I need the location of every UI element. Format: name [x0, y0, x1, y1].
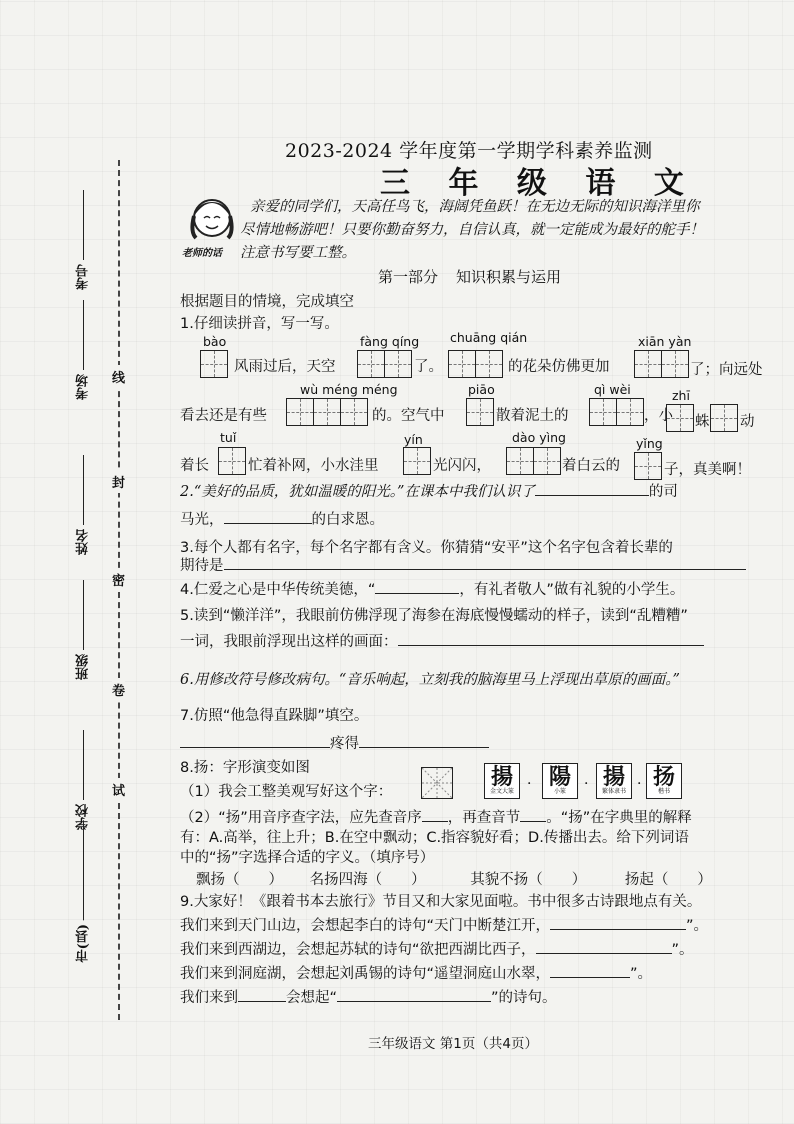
q9-text: ”。: [630, 966, 653, 982]
q4-text: ，有礼者敬人”做有礼貌的小学生。: [459, 582, 685, 598]
q2-text: 马光，: [180, 512, 224, 528]
evolution-glyph: [646, 763, 682, 799]
answer-blank[interactable]: [520, 807, 546, 822]
pinyin: fàng qíng: [360, 334, 420, 349]
writing-grid[interactable]: [466, 398, 494, 426]
binding-mark: 卷: [112, 678, 125, 701]
q8-text: （1）我会工整美观写好这个字：: [180, 784, 393, 800]
answer-blank[interactable]: [422, 807, 448, 822]
writing-grid[interactable]: [634, 350, 689, 378]
answer-blank[interactable]: [535, 481, 649, 496]
q1-text: 风雨过后，天空: [234, 359, 336, 375]
page-footer: 三年级语文 第1页（共4页）: [368, 1036, 538, 1052]
pinyin: bào: [203, 334, 227, 349]
teacher-badge-label: 老师的话: [182, 248, 222, 259]
writing-grid[interactable]: [403, 447, 431, 475]
evolution-glyph: [596, 763, 632, 799]
q8-word: 其貌不扬（ ）: [470, 872, 587, 888]
writing-grid[interactable]: [634, 452, 662, 480]
evolution-glyph: [542, 763, 578, 799]
practice-grid[interactable]: [421, 767, 453, 799]
q5-text: 一词，我眼前浮现出这样的画面：: [180, 634, 398, 650]
glyph-caption: 金文大篆: [489, 788, 514, 795]
writing-grid[interactable]: [357, 350, 412, 378]
field-name: [74, 455, 93, 555]
field-exam-room: [74, 300, 93, 400]
q8-title: 8.扬：字形演变如图: [180, 760, 310, 776]
binding-mark: 密: [112, 568, 125, 591]
pinyin: xiān yàn: [638, 334, 692, 349]
answer-blank[interactable]: [398, 631, 704, 646]
q9-text: ”。: [671, 942, 694, 958]
part-title: 知识积累与运用: [456, 268, 562, 286]
q9-text: ”的诗句。: [491, 990, 557, 1006]
q1-text: 了；向远处: [690, 362, 763, 378]
field-school: [74, 730, 93, 830]
writing-grid[interactable]: [286, 398, 368, 426]
q1-text: 蛛: [695, 414, 710, 430]
answer-blank[interactable]: [224, 509, 312, 524]
q1-text: 的花朵仿佛更加: [508, 359, 610, 375]
q3-line: [180, 554, 746, 575]
q9-line: [180, 962, 652, 983]
q8-line: [180, 806, 692, 827]
q8-text: 中的“扬”字选择合适的字义。（填序号）: [180, 850, 435, 866]
pinyin: yǐng: [636, 436, 663, 451]
field-label: 考场: [76, 374, 91, 400]
q1-text: 看去还是有些: [180, 408, 267, 424]
answer-blank[interactable]: [180, 733, 330, 748]
q1-text: 了。: [414, 359, 443, 375]
answer-blank[interactable]: [550, 963, 630, 978]
q2-text: 2.“美好的品质，犹如温暖的阳光。”在课本中我们认识了: [180, 484, 535, 500]
pinyin: chuāng qián: [450, 330, 528, 345]
q8-text: 有：A.高举，往上升；B.在空中飘动；C.指容貌好看；D.传播出去。给下列词语: [180, 830, 689, 846]
q8-word: 飘扬（ ）: [196, 872, 283, 888]
q8-word: 名扬四海（ ）: [309, 872, 426, 888]
q1-text: 散着泥土的: [496, 408, 569, 424]
instruction: 根据题目的情境，完成填空: [180, 294, 354, 310]
q8-word: 扬起（ ）: [624, 872, 712, 888]
glyph-char: 扬: [652, 764, 675, 790]
pinyin: tuǐ: [220, 430, 237, 445]
writing-grid[interactable]: [200, 350, 228, 378]
glyph-char: 揚: [490, 764, 513, 790]
q7-line: [180, 732, 489, 753]
part-label: 第一部分: [378, 268, 439, 286]
q9-line: [180, 914, 708, 935]
q1-title: 1.仔细读拼音，写一写。: [180, 316, 339, 332]
q6-line: [180, 668, 680, 689]
writing-grid[interactable]: [710, 404, 738, 432]
field-label: 班级: [76, 654, 91, 680]
q4-line: [180, 578, 684, 599]
evolution-glyph: [484, 763, 520, 799]
q1-text: 子，真美啊！: [664, 462, 751, 478]
q9-line: [180, 938, 694, 959]
q9-text: 我们来到西湖边，会想起苏轼的诗句“欲把西湖比西子，: [180, 942, 536, 958]
binding-mark: 线: [112, 365, 125, 388]
q7-text: 疼得: [330, 736, 359, 752]
teacher-avatar: [182, 192, 242, 262]
q3-text: 期待是: [180, 558, 224, 574]
answer-blank[interactable]: [359, 733, 489, 748]
answer-blank[interactable]: [550, 915, 686, 930]
exam-title: 2023-2024 学年度第一学期学科素养监测: [285, 140, 653, 162]
greeting-line: 亲爱的同学们，天高任鸟飞，海阔凭鱼跃！在无边无际的知识海洋里你: [250, 199, 700, 215]
q9-line: [180, 986, 557, 1007]
answer-blank[interactable]: [224, 555, 746, 570]
field-class: [74, 580, 93, 680]
q9-text: 我们来到天门山边，会想起李白的诗句“天门中断楚江开，: [180, 918, 551, 934]
greeting-line: 尽情地畅游吧！只要你勤奋努力，自信认真，就一定能成为最好的舵手！: [240, 222, 704, 238]
answer-blank[interactable]: [375, 579, 459, 594]
writing-grid[interactable]: [448, 350, 503, 378]
q5-line: [180, 630, 704, 651]
q6-text: 6.用修改符号修改病句。“音乐响起，立刻我的脑海里马上浮现出草原的画面。”: [180, 672, 680, 688]
q7-text: 7.仿照“他急得直跺脚”填空。: [180, 708, 369, 724]
q1-text: 动: [740, 414, 755, 430]
pinyin: piāo: [468, 382, 495, 397]
q8-text: （2）“扬”用音序查字法，应先查音序: [180, 810, 422, 826]
q9-text: 会想起“: [286, 990, 338, 1006]
writing-grid[interactable]: [589, 398, 644, 426]
field-exam-number: [74, 190, 93, 290]
q9-text: 我们来到: [180, 990, 238, 1006]
q5-text: 5.读到“懒洋洋”，我眼前仿佛浮现了海参在海底慢慢蠕动的样子，读到“乱糟糟”: [180, 608, 688, 624]
glyph-char: 揚: [602, 764, 625, 790]
field-city: [74, 820, 93, 962]
q9-text: 我们来到洞庭湖，会想起刘禹锡的诗句“遥望洞庭山水翠，: [180, 966, 551, 982]
q1-text: 光闪闪，: [433, 458, 491, 474]
q9-text: ”。: [686, 918, 709, 934]
q9-text: 9.大家好！《跟着书本去旅行》节目又和大家见面啦。书中很多古诗跟地点有关。: [180, 894, 702, 910]
arrow-dot: ·: [584, 776, 589, 792]
pinyin: zhī: [672, 388, 690, 403]
writing-grid[interactable]: [218, 447, 246, 475]
q1-text: 着长: [180, 458, 209, 474]
q4-text: 4.仁爱之心是中华传统美德，“: [180, 582, 376, 598]
pinyin: yín: [404, 432, 423, 447]
field-label: 考号: [76, 264, 91, 290]
q2-text: 的白求恩。: [311, 512, 384, 528]
binding-mark: 试: [112, 778, 125, 801]
glyph-caption: 楷书: [657, 788, 670, 795]
arrow-dot: ·: [637, 776, 642, 792]
binding-mark: 封: [112, 470, 125, 493]
pinyin: qì wèi: [594, 382, 631, 397]
answer-blank[interactable]: [337, 987, 491, 1002]
greeting-line: 注意书写要工整。: [240, 245, 356, 261]
q3-text: 3.每个人都有名字，每个名字都有含义。你猜猜“安平”这个名字包含着长辈的: [180, 540, 673, 556]
answer-blank[interactable]: [536, 939, 672, 954]
q1-text: 忙着补网，小水洼里: [248, 458, 379, 474]
glyph-caption: 小篆: [553, 788, 566, 795]
q2-line: [180, 508, 384, 529]
field-label: 姓名: [76, 529, 91, 555]
pinyin: dào yìng: [512, 430, 566, 445]
q1-text: ，小: [644, 408, 673, 424]
field-label: 市(县): [76, 924, 91, 963]
q2-line: [180, 480, 678, 501]
answer-blank[interactable]: [238, 987, 286, 1002]
q8-text: ，再查音节: [447, 810, 521, 826]
q8-words: [180, 868, 712, 889]
arrow-dot: ·: [527, 776, 532, 792]
q8-text: 。“扬”在字典里的解释: [546, 810, 692, 826]
greeting-text: [240, 196, 780, 265]
q2-text: 的司: [648, 484, 678, 500]
q1-text: 的。空气中: [372, 408, 445, 424]
field-label: 学校: [76, 804, 91, 830]
writing-grid[interactable]: [506, 447, 561, 475]
writing-grid[interactable]: [666, 404, 694, 432]
pinyin: wù méng méng: [300, 382, 398, 397]
part-heading: [378, 266, 579, 287]
subject-title: 三 年 级 语 文: [380, 166, 698, 201]
q1-text: 着白云的: [562, 458, 620, 474]
glyph-caption: 繁体隶书: [601, 788, 626, 795]
glyph-char: 陽: [548, 764, 571, 790]
